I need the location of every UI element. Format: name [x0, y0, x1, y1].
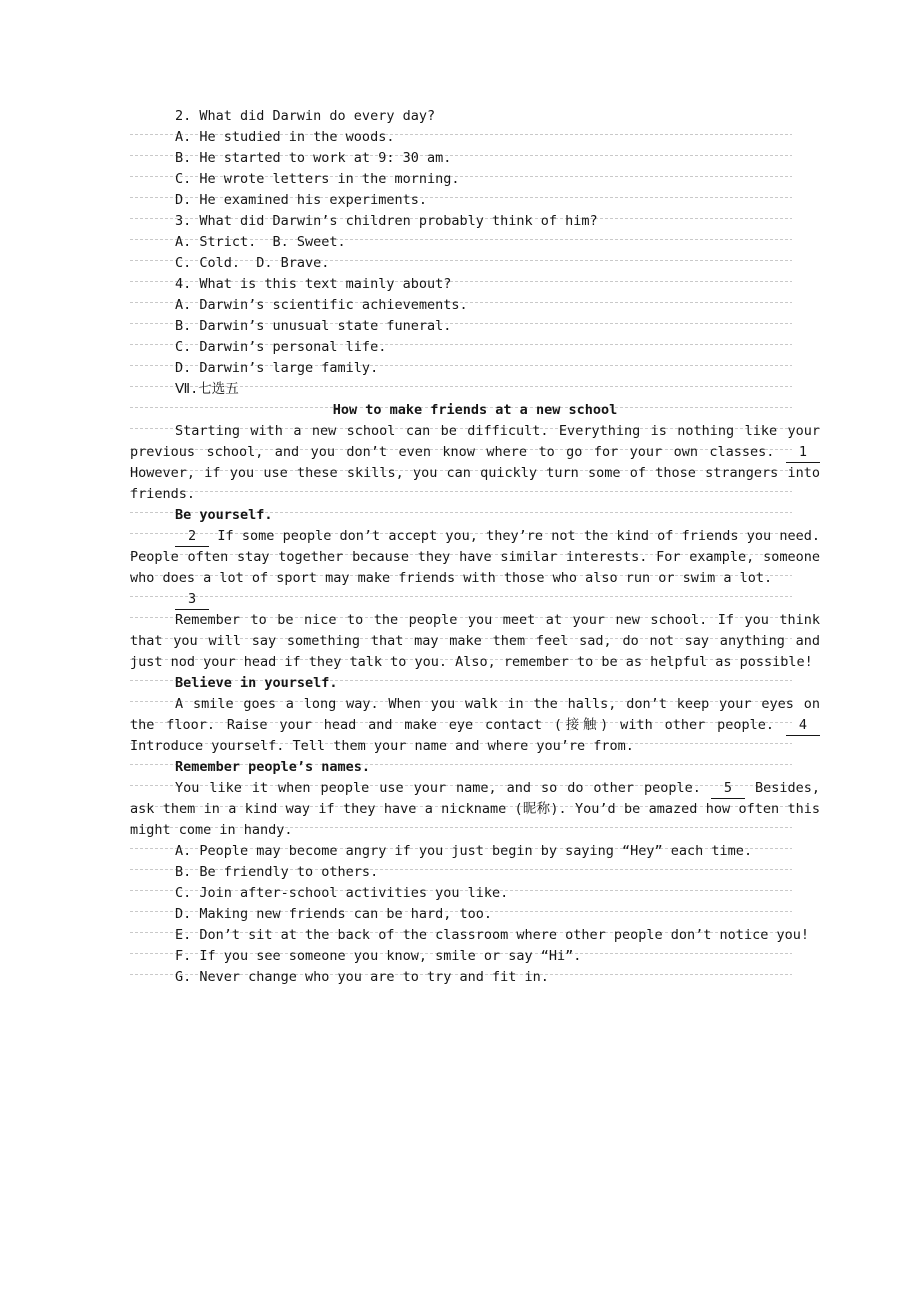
choice-option-a: A. People may become angry if you just begin by saying “Hey” each time.: [175, 843, 753, 859]
question-4: 4. What is this text mainly about?: [175, 276, 452, 292]
fill-in-blank-4: 4: [786, 716, 820, 736]
fill-in-blank-3: 3: [175, 590, 209, 610]
blank-line-3: [130, 589, 820, 610]
text-segment: A smile goes a long way. When you walk in the halls, don’t keep your eyes on the floor. Raise your head and make eye contact (接触) with other people.: [130, 696, 820, 733]
choice-option-b: B. Be friendly to others.: [175, 864, 379, 880]
question-2-option-d: D. He examined his experiments.: [175, 192, 427, 208]
document-content: [130, 0, 820, 988]
passage-paragraph-3: Remember to be nice to the people you meet at your new school. If you think that you will say something that may make them feel sad, do not say anything and just nod your head if they talk to you. Also, remember to be as helpful as possible!: [130, 612, 820, 670]
question-3: 3. What did Darwin’s children probably think of him?: [175, 213, 598, 229]
choice-option-d: D. Making new friends can be hard, too.: [175, 906, 492, 922]
question-3-options-ab: A. Strict. B. Sweet.: [175, 234, 346, 250]
question-2-option-a: A. He studied in the woods.: [175, 129, 395, 145]
fill-in-blank-5: 5: [711, 779, 745, 799]
text-segment: If some people don’t accept you, they’re not the kind of friends you need. People often stay together because they have similar interests. For example, someone who does a lot of sport may make friends with those who also run or swim a lot.: [130, 528, 820, 586]
passage-paragraph-4: [130, 694, 820, 757]
question-2-option-b: B. He started to work at 9: 30 am.: [175, 150, 452, 166]
fill-in-blank-1: 1: [786, 443, 820, 463]
choice-option-f: F. If you see someone you know, smile or say “Hi”.: [175, 948, 582, 964]
text-segment: Besides, ask them in a kind way if they have a nickname (昵称). You’d be amazed how often this might come in handy.: [130, 780, 820, 838]
question-4-option-d: D. Darwin’s large family.: [175, 360, 379, 376]
question-4-option-a: A. Darwin’s scientific achievements.: [175, 297, 468, 313]
fill-in-blank-2: 2: [175, 527, 209, 547]
passage-paragraph-5: [130, 778, 820, 841]
text-segment: Introduce yourself. Tell them your name and where you’re from.: [130, 738, 634, 754]
passage-paragraph-2: [130, 526, 820, 589]
subheading-be-yourself: Be yourself.: [175, 507, 273, 523]
section-heading: Ⅶ.七选五: [175, 381, 239, 397]
passage-title: How to make friends at a new school: [332, 402, 618, 418]
text-segment: However, if you use these skills, you can quickly turn some of those strangers into friends.: [130, 465, 820, 502]
choice-option-e: E. Don’t sit at the back of the classroom where other people don’t notice you!: [175, 927, 809, 943]
choice-option-g: G. Never change who you are to try and fit in.: [175, 969, 549, 985]
question-4-option-b: B. Darwin’s unusual state funeral.: [175, 318, 452, 334]
question-3-options-cd: C. Cold. D. Brave.: [175, 255, 330, 271]
choice-option-c: C. Join after-school activities you like.: [175, 885, 509, 901]
question-2: 2. What did Darwin do every day?: [175, 108, 436, 124]
subheading-believe-in-yourself: Believe in yourself.: [175, 675, 338, 691]
passage-paragraph-1: [130, 421, 820, 505]
text-segment: Starting with a new school can be difficult. Everything is nothing like your previous school, and you don’t even know where to go for your own classes.: [130, 423, 820, 460]
subheading-remember-names: Remember people’s names.: [175, 759, 371, 775]
question-4-option-c: C. Darwin’s personal life.: [175, 339, 387, 355]
question-2-option-c: C. He wrote letters in the morning.: [175, 171, 460, 187]
text-segment: You like it when people use your name, and so do other people.: [175, 780, 711, 796]
